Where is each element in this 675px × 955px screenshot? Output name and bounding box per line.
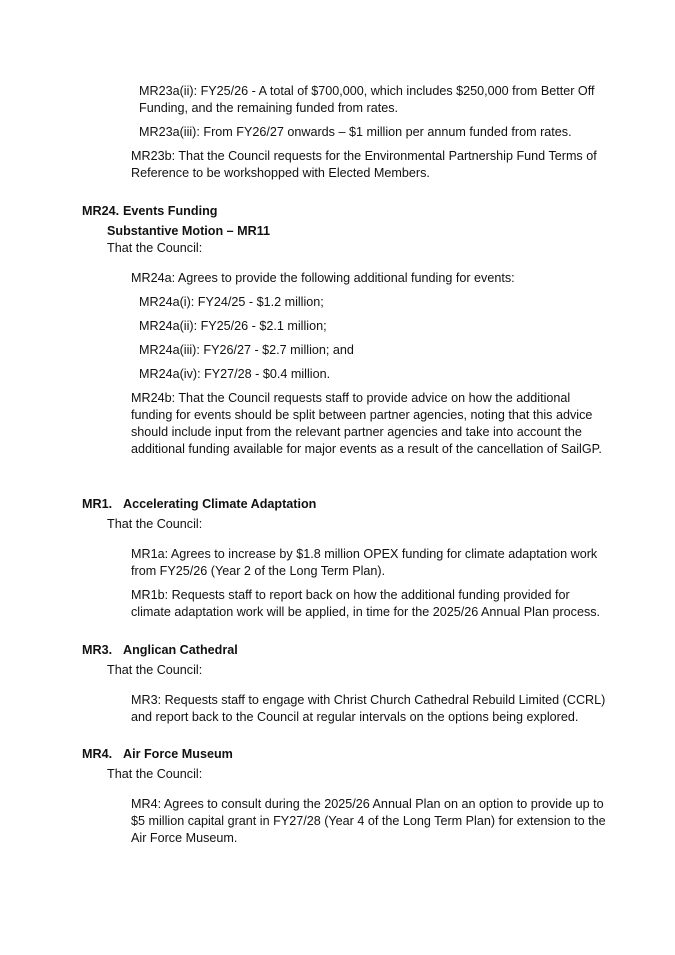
mr1a-text-cont: from FY25/26 (Year 2 of the Long Term Plan). xyxy=(131,564,386,578)
mr24-substantive-motion: Substantive Motion – MR11 xyxy=(107,224,271,238)
mr1-number: MR1. xyxy=(82,497,113,511)
mr23a-iii-text: MR23a(iii): From FY26/27 onwards – $1 million per annum funded from rates. xyxy=(139,125,572,139)
mr4-heading xyxy=(82,746,233,763)
mr1-title: Accelerating Climate Adaptation xyxy=(123,497,317,511)
mr23b-text-cont: Reference to be workshopped with Elected Members. xyxy=(131,166,430,180)
mr24-number: MR24. xyxy=(82,204,120,218)
mr3-text-cont: and report back to the Council at regular intervals on the options being explored. xyxy=(131,710,579,724)
mr1b-text: MR1b: Requests staff to report back on how the additional funding provided for xyxy=(131,588,570,602)
mr1b-text-cont: climate adaptation work will be applied, in time for the 2025/26 Annual Plan process. xyxy=(131,605,601,619)
mr24a-i-text: MR24a(i): FY24/25 - $1.2 million; xyxy=(139,295,324,309)
mr24-heading xyxy=(82,203,217,220)
mr3-title: Anglican Cathedral xyxy=(123,643,238,657)
mr23b-text: MR23b: That the Council requests for the Environmental Partnership Fund Terms of xyxy=(131,149,597,163)
mr4-number: MR4. xyxy=(82,747,113,761)
mr3-number: MR3. xyxy=(82,643,113,657)
mr1-intro: That the Council: xyxy=(107,517,203,531)
mr23a-ii-text-cont: Funding, and the remaining funded from rates. xyxy=(139,101,399,115)
mr24a-iii-text: MR24a(iii): FY26/27 - $2.7 million; and xyxy=(139,343,354,357)
mr1a-text: MR1a: Agrees to increase by $1.8 million OPEX funding for climate adaptation work xyxy=(131,547,598,561)
mr24-intro: That the Council: xyxy=(107,241,203,255)
mr23a-ii-text: MR23a(ii): FY25/26 - A total of $700,000, which includes $250,000 from Better Off xyxy=(139,84,595,98)
mr4-text-cont-1: $5 million capital grant in FY27/28 (Year 4 of the Long Term Plan) for extension to the xyxy=(131,814,606,828)
mr4-text-cont-2: Air Force Museum. xyxy=(131,831,238,845)
mr1-heading xyxy=(82,496,316,513)
mr24a-text: MR24a: Agrees to provide the following additional funding for events: xyxy=(131,271,515,285)
mr4-text: MR4: Agrees to consult during the 2025/26 Annual Plan on an option to provide up to xyxy=(131,797,604,811)
mr24a-iv-text: MR24a(iv): FY27/28 - $0.4 million. xyxy=(139,367,331,381)
mr4-title: Air Force Museum xyxy=(123,747,233,761)
mr4-intro: That the Council: xyxy=(107,767,203,781)
mr3-intro: That the Council: xyxy=(107,663,203,677)
mr24a-ii-text: MR24a(ii): FY25/26 - $2.1 million; xyxy=(139,319,327,333)
mr24b-text-cont-1: funding for events should be split between partner agencies, noting that this advice xyxy=(131,408,593,422)
mr24b-text: MR24b: That the Council requests staff to provide advice on how the additional xyxy=(131,391,571,405)
mr3-heading xyxy=(82,642,238,659)
mr24b-text-cont-2: should include input from the relevant partner agencies and take into account the xyxy=(131,425,582,439)
mr24b-text-cont-3: additional funding available for major events as a result of the cancellation of SailGP. xyxy=(131,442,602,456)
mr24-title: Events Funding xyxy=(123,204,218,218)
mr3-text: MR3: Requests staff to engage with Christ Church Cathedral Rebuild Limited (CCRL) xyxy=(131,693,606,707)
